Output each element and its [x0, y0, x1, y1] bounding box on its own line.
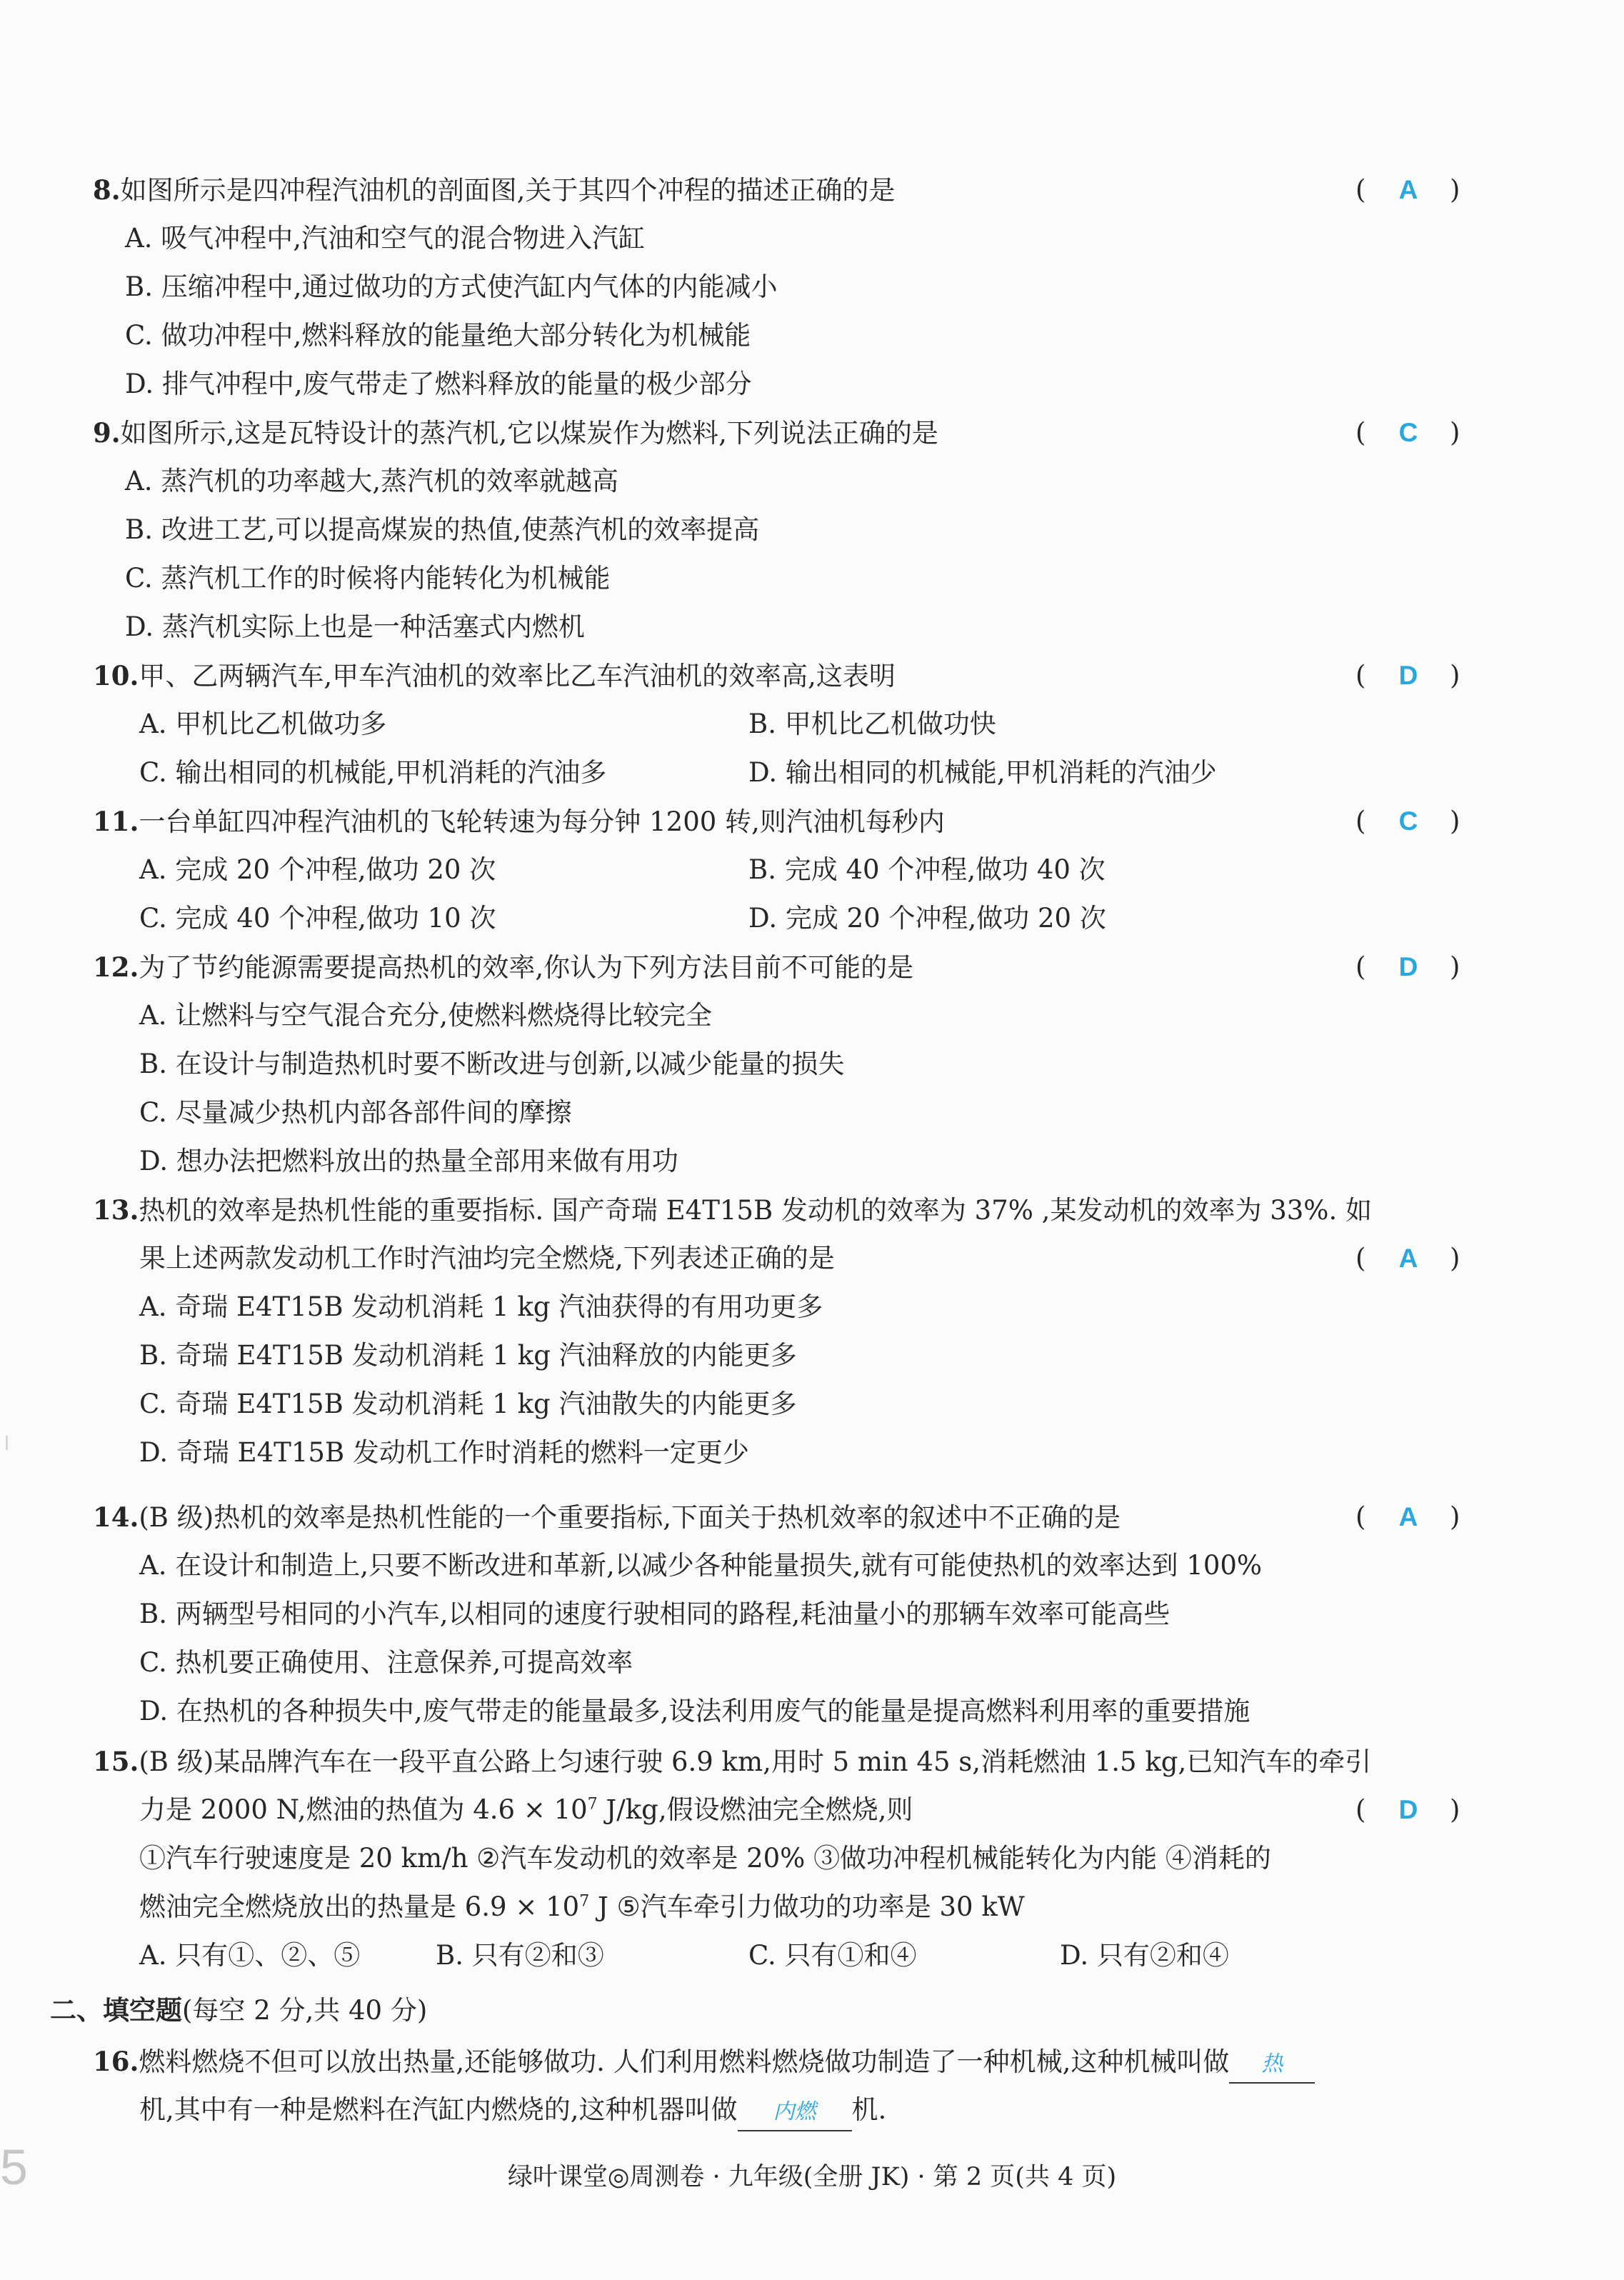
question-13-stem-continued: 果上述两款发动机工作时汽油均完全燃烧,下列表述正确的是 ( A ): [0, 1234, 1624, 1283]
question-number: 13.: [93, 1194, 139, 1226]
section-title: 二、填空题: [50, 1994, 182, 2026]
question-number: 15.: [93, 1746, 139, 1777]
question-11-stem: 11.一台单缸四冲程汽油机的飞轮转速为每分钟 1200 转,则汽油机每秒内 ( C ): [0, 797, 1624, 846]
answer-letter: D: [1398, 952, 1418, 981]
option-row: [0, 749, 1624, 797]
option: D. 奇瑞 E4T15B 发动机工作时消耗的燃料一定更少: [139, 1437, 749, 1468]
margin-tick: [6, 1436, 8, 1450]
option: A. 让燃料与空气混合充分,使燃料燃烧得比较完全: [139, 1000, 713, 1031]
option: A. 奇瑞 E4T15B 发动机消耗 1 kg 汽油获得的有用功更多: [139, 1291, 823, 1322]
answer-letter: D: [1398, 1795, 1418, 1824]
option: B. 只有②和③: [436, 1940, 604, 1971]
question-number: 11.: [93, 806, 139, 837]
question-number: 14.: [93, 1501, 139, 1533]
option: B. 两辆型号相同的小汽车,以相同的速度行驶相同的路程,耗油量小的那辆车效率可能高些: [139, 1599, 1171, 1629]
question-8-stem: 8.如图所示是四冲程汽油机的剖面图,关于其四个冲程的描述正确的是 ( A ): [0, 166, 1624, 214]
margin-mark: 5: [0, 2139, 28, 2195]
option: C. 尽量减少热机内部各部件间的摩擦: [139, 1097, 572, 1128]
answer-letter: D: [1398, 661, 1418, 690]
option: D. 完成 20 个冲程,做功 20 次: [748, 903, 1106, 934]
answer-letter: C: [1398, 806, 1418, 836]
option: C. 做功冲程中,燃料释放的能量绝大部分转化为机械能: [125, 320, 751, 351]
option: A. 吸气冲程中,汽油和空气的混合物进入汽缸: [125, 223, 646, 254]
answer-letter: A: [1398, 1244, 1418, 1273]
option: B. 压缩冲程中,通过做功的方式使汽缸内气体的内能减小: [125, 271, 778, 302]
option: D. 只有②和④: [1060, 1940, 1229, 1971]
answer-letter: A: [1398, 175, 1418, 204]
question-14-stem: 14.(B 级)热机的效率是热机性能的一个重要指标,下面关于热机效率的叙述中不正确的是 ( A ): [0, 1493, 1624, 1541]
question-16-line2: 机,其中有一种是燃料在汽缸内燃烧的,这种机器叫做 内燃 机.: [0, 2086, 1624, 2134]
question-number: 10.: [93, 660, 139, 691]
question-12-stem: 12.为了节约能源需要提高热机的效率,你认为下列方法目前不可能的是 ( D ): [0, 943, 1624, 991]
option: C. 只有①和④: [748, 1940, 917, 1971]
statements-continued: 燃油完全燃烧放出的热量是 $6.9 \times 10^7$ J ⑤汽车牵引力做功的功率是 30 kW: [139, 1891, 1025, 1922]
page-footer: 绿叶课堂◎周测卷 · 九年级(全册 JK) · 第 2 页(共 4 页): [507, 2163, 1117, 2191]
answer-blank: 热: [1229, 2042, 1315, 2084]
option: B. 甲机比乙机做功快: [748, 709, 996, 739]
question-10-stem: 10.甲、乙两辆汽车,甲车汽油机的效率比乙车汽油机的效率高,这表明 ( D ): [0, 651, 1624, 700]
option: A. 完成 20 个冲程,做功 20 次: [139, 854, 496, 885]
question-number: 9.: [93, 417, 121, 449]
section-heading: [0, 1986, 1624, 2034]
option: D. 排气冲程中,废气带走了燃料释放的能量的极少部分: [125, 369, 752, 399]
option-row: [0, 700, 1624, 749]
option-row: [0, 894, 1624, 943]
option: C. 输出相同的机械能,甲机消耗的汽油多: [139, 757, 607, 788]
option-row: [0, 846, 1624, 894]
option: C. 蒸汽机工作的时候将内能转化为机械能: [125, 563, 611, 594]
answer-letter: A: [1398, 1502, 1418, 1531]
option: A. 蒸汽机的功率越大,蒸汽机的效率就越高: [125, 466, 619, 496]
option: B. 改进工艺,可以提高煤炭的热值,使蒸汽机的效率提高: [125, 514, 760, 545]
option: D. 在热机的各种损失中,废气带走的能量最多,设法利用废气的能量是提高燃料利用率的重要措施: [139, 1696, 1250, 1726]
option: C. 完成 40 个冲程,做功 10 次: [139, 903, 496, 934]
option: A. 只有①、②、⑤: [139, 1940, 361, 1971]
option: B. 在设计与制造热机时要不断改进与创新,以减少能量的损失: [139, 1049, 845, 1079]
option: D. 蒸汽机实际上也是一种活塞式内燃机: [125, 611, 585, 642]
question-15-stem-continued: 力是 2000 N,燃油的热值为 $4.6 \times 10^7$ J/kg,假设燃油完全燃烧,则 ( D ): [0, 1786, 1624, 1834]
question-number: 8.: [93, 174, 121, 206]
section-note: (每空 2 分,共 40 分): [182, 1995, 428, 2026]
option: D. 想办法把燃料放出的热量全部用来做有用功: [139, 1146, 678, 1176]
question-13-stem: 13.热机的效率是热机性能的重要指标. 国产奇瑞 E4T15B 发动机的效率为 37% ,某发动机的效率为 33%. 如: [93, 1194, 1372, 1226]
question-9-stem: 9.如图所示,这是瓦特设计的蒸汽机,它以煤炭作为燃料,下列说法正确的是 ( C ): [0, 409, 1624, 457]
option: B. 奇瑞 E4T15B 发动机消耗 1 kg 汽油释放的内能更多: [139, 1340, 797, 1371]
option: A. 在设计和制造上,只要不断改进和革新,以减少各种能量损失,就有可能使热机的效率达到 100%: [139, 1550, 1263, 1581]
option: C. 奇瑞 E4T15B 发动机消耗 1 kg 汽油散失的内能更多: [139, 1389, 797, 1419]
option-row: [0, 1931, 1624, 1980]
statements: ①汽车行驶速度是 20 km/h ②汽车发动机的效率是 20% ③做功冲程机械能转化为内能 ④消耗的: [139, 1843, 1271, 1874]
option: B. 完成 40 个冲程,做功 40 次: [748, 854, 1106, 885]
option: A. 甲机比乙机做功多: [139, 709, 387, 739]
question-number: 16.: [93, 2046, 139, 2077]
option: D. 输出相同的机械能,甲机消耗的汽油少: [748, 757, 1217, 788]
question-16-line1: 16.燃料燃烧不但可以放出热量,还能够做功. 人们利用燃料燃烧做功制造了一种机械,这种机械叫做 热: [0, 2037, 1624, 2086]
option: C. 热机要正确使用、注意保养,可提高效率: [139, 1647, 633, 1678]
answer-letter: C: [1398, 418, 1418, 447]
question-number: 12.: [93, 951, 139, 983]
answer-blank: 内燃: [738, 2090, 852, 2131]
question-15-stem: 15.(B 级)某品牌汽车在一段平直公路上匀速行驶 6.9 km,用时 5 min 45 s,消耗燃油 1.5 kg,已知汽车的牵引: [93, 1746, 1372, 1777]
